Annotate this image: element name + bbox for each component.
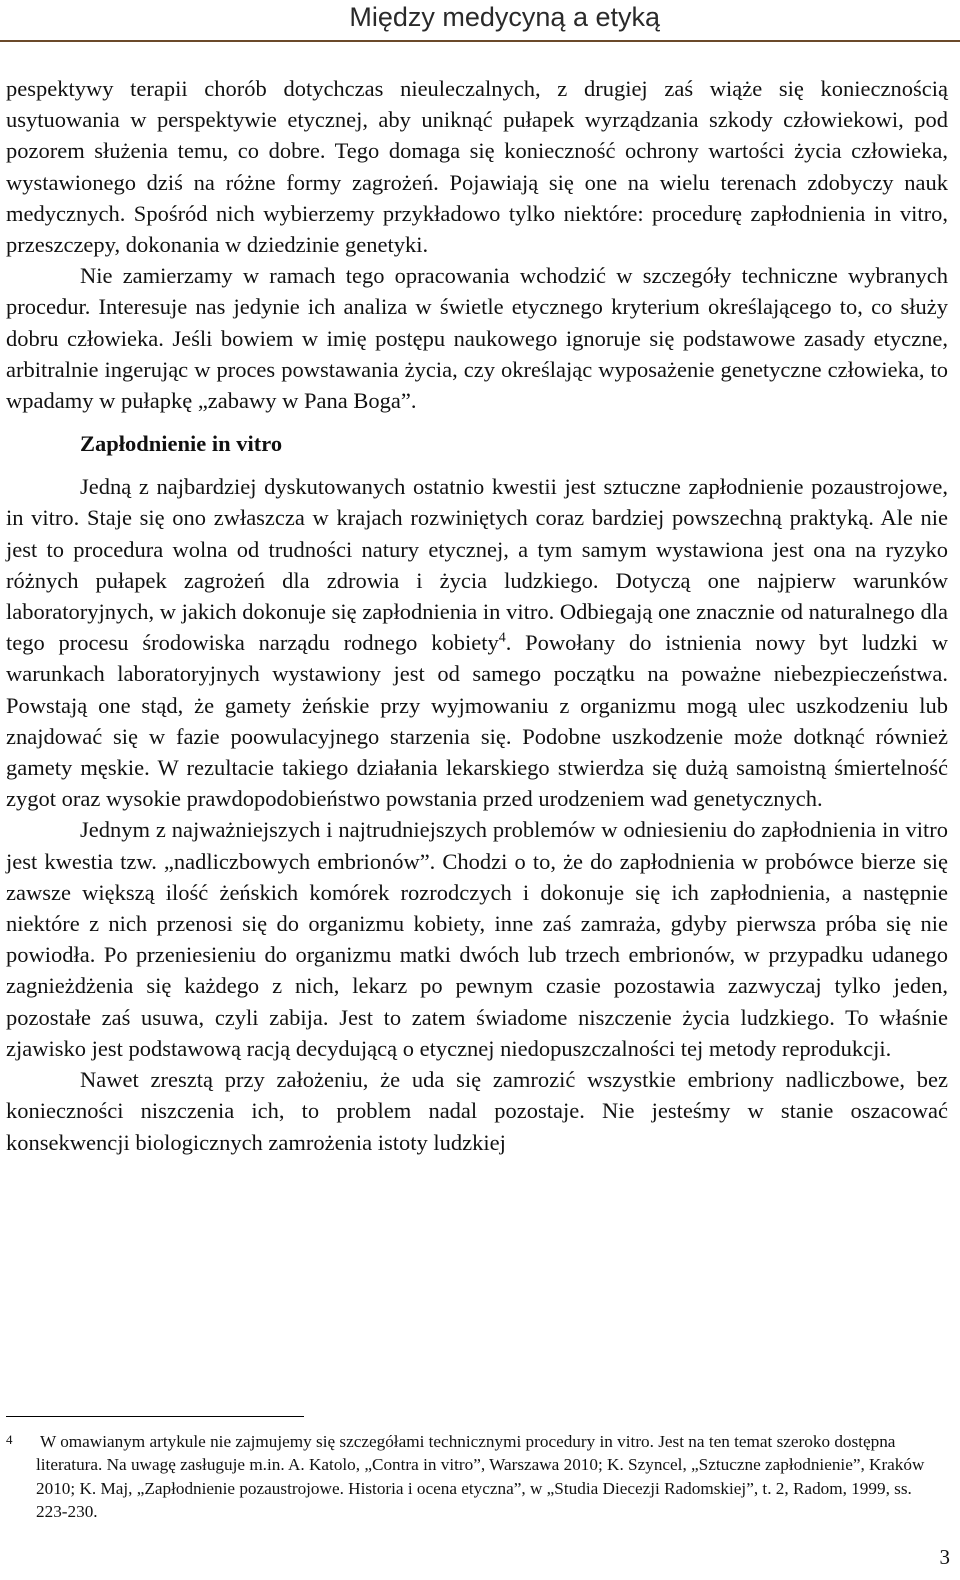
paragraph-4: Jednym z najważniejszych i najtrudniejszych problemów w odniesieniu do zapłodnienia in vitro jest kwestia tzw. „nadliczbowych embrionów”. Chodzi o to, że do zapłodnienia w probówce bierze się zawsze większą ilość żeńskich komórek rozrodczych i dokonuje się ich zapłodnienia, a następnie niektóre z nich przenosi się do organizmu kobiety, inne zaś zamraża, gdyby pierwsza próba się nie powiodła. Po przeniesieniu do organizmu matki dwóch lub trzech embrionów, w przypadku udanego zagnieżdżenia się każdego z nich, lekarz po pewnym czasie pozostawia zazwyczaj tylko jeden, pozostałe zaś usuwa, czyli zabija. Jest to zatem świadome niszczenie życia ludzkiego. To właśnie zjawisko jest podstawową racją decydującą o etycznej niedopuszczalności tej metody reprodukcji. — [6, 817, 948, 1061]
section-heading: Zapłodnienie in vitro — [80, 431, 283, 457]
paragraph-3-part-2: . Powołany do istnienia nowy byt ludzki w warunkach laboratoryjnych wystawiony jest od samego początku na poważne niebezpieczeństwa. Powstają one stąd, że gamety żeńskie przy wyjmowaniu z organizmu mogą ulec uszkodzeniu lub znajdować się w fazie poowulacyjnego starzenia się. Podobne uszkodzenie może dotknąć również gamety męskie. W rezultacie takiego działania lekarskiego stwierdza się dużą samoistną śmiertelność zygot oraz wysokie prawdopodobieństwo powstania przed urodzeniem wad genetycznych. — [6, 630, 948, 812]
paragraph-1: pespektywy terapii chorób dotychczas nieuleczalnych, z drugiej zaś wiąże się koniecznością usytuowania w perspektywie etycznej, aby uniknąć pułapek wyrządzania szkody człowiekowi, pod pozorem służenia temu, co dobre. Tego domaga się konieczność ochrony wartości życia człowieka, wystawionego dziś na różne formy zagrożeń. Pojawiają się one na wielu terenach zdobyczy nauk medycznych. Spośród nich wybierzemy przykładowo tylko niektóre: procedurę zapłodnienia in vitro, przeszczepy, dokonania w dziedzinie genetyki. — [6, 76, 948, 258]
footnote — [6, 1430, 928, 1524]
paragraph-2: Nie zamierzamy w ramach tego opracowania wchodzić w szczegóły techniczne wybranych procedur. Interesuje nas jedynie ich analiza w świetle etycznego kryterium określającego to, co służy dobru człowieka. Jeśli bowiem w imię postępu naukowego ignoruje się podstawowe zasady etyczne, arbitralnie ingerując w proces powstawania życia, czy określając wyposażenie genetyczne człowieka, to wpadamy w pułapkę „zabawy w Pana Boga”. — [6, 263, 948, 414]
running-header: Między medycyną a etyką — [349, 2, 660, 32]
paragraph-5: Nawet zresztą przy założeniu, że uda się zamrozić wszystkie embriony nadliczbowe, bez konieczności niszczenia ich, to problem nadal pozostaje. Nie jesteśmy w stanie oszacować konsekwencji biologicznych zamrożenia istoty ludzkiej — [6, 1067, 948, 1155]
main-text — [6, 73, 948, 1158]
page-number: 3 — [939, 1545, 950, 1569]
paragraph-3-part-1: Jedną z najbardziej dyskutowanych ostatnio kwestii jest sztuczne zapłodnienie pozaustrojowe, in vitro. Staje się ono zwłaszcza w krajach rozwiniętych coraz bardziej powszechną praktyką. Ale nie jest to procedura wolna od trudności natury etycznej, a tym samym wystawiona jest ona na ryzyko różnych pułapek zagrożeń dla zdrowia i życia ludzkiego. Dotyczą one najpierw warunków laboratoryjnych, w jakich dokonuje się zapłodnienia in vitro. Odbiegają one znacznie od naturalnego dla tego procesu środowiska narządu rodnego kobiety — [6, 474, 948, 656]
footnote-text: W omawianym artykule nie zajmujemy się szczegółami technicznymi procedury in vitro. Jest na ten temat szeroko dostępna literatura. Na uwagę zasługuje m.in. A. Katolo, „Contra in vitro”, Warszawa 2010; K. Szyncel, „Sztuczne zapłodnienie”, Kraków 2010; K. Maj, „Zapłodnienie pozaustrojowe. Historia i ocena etyczna”, w „Studia Diecezji Radomskiej”, t. 2, Radom, 1999, ss. 223-230. — [36, 1432, 925, 1522]
footnote-separator — [6, 1416, 304, 1417]
footnote-reference[interactable]: 4 — [498, 630, 506, 646]
footnote-number: 4 — [6, 1432, 13, 1447]
header-rule — [0, 40, 960, 42]
paragraph-3 — [6, 471, 948, 814]
